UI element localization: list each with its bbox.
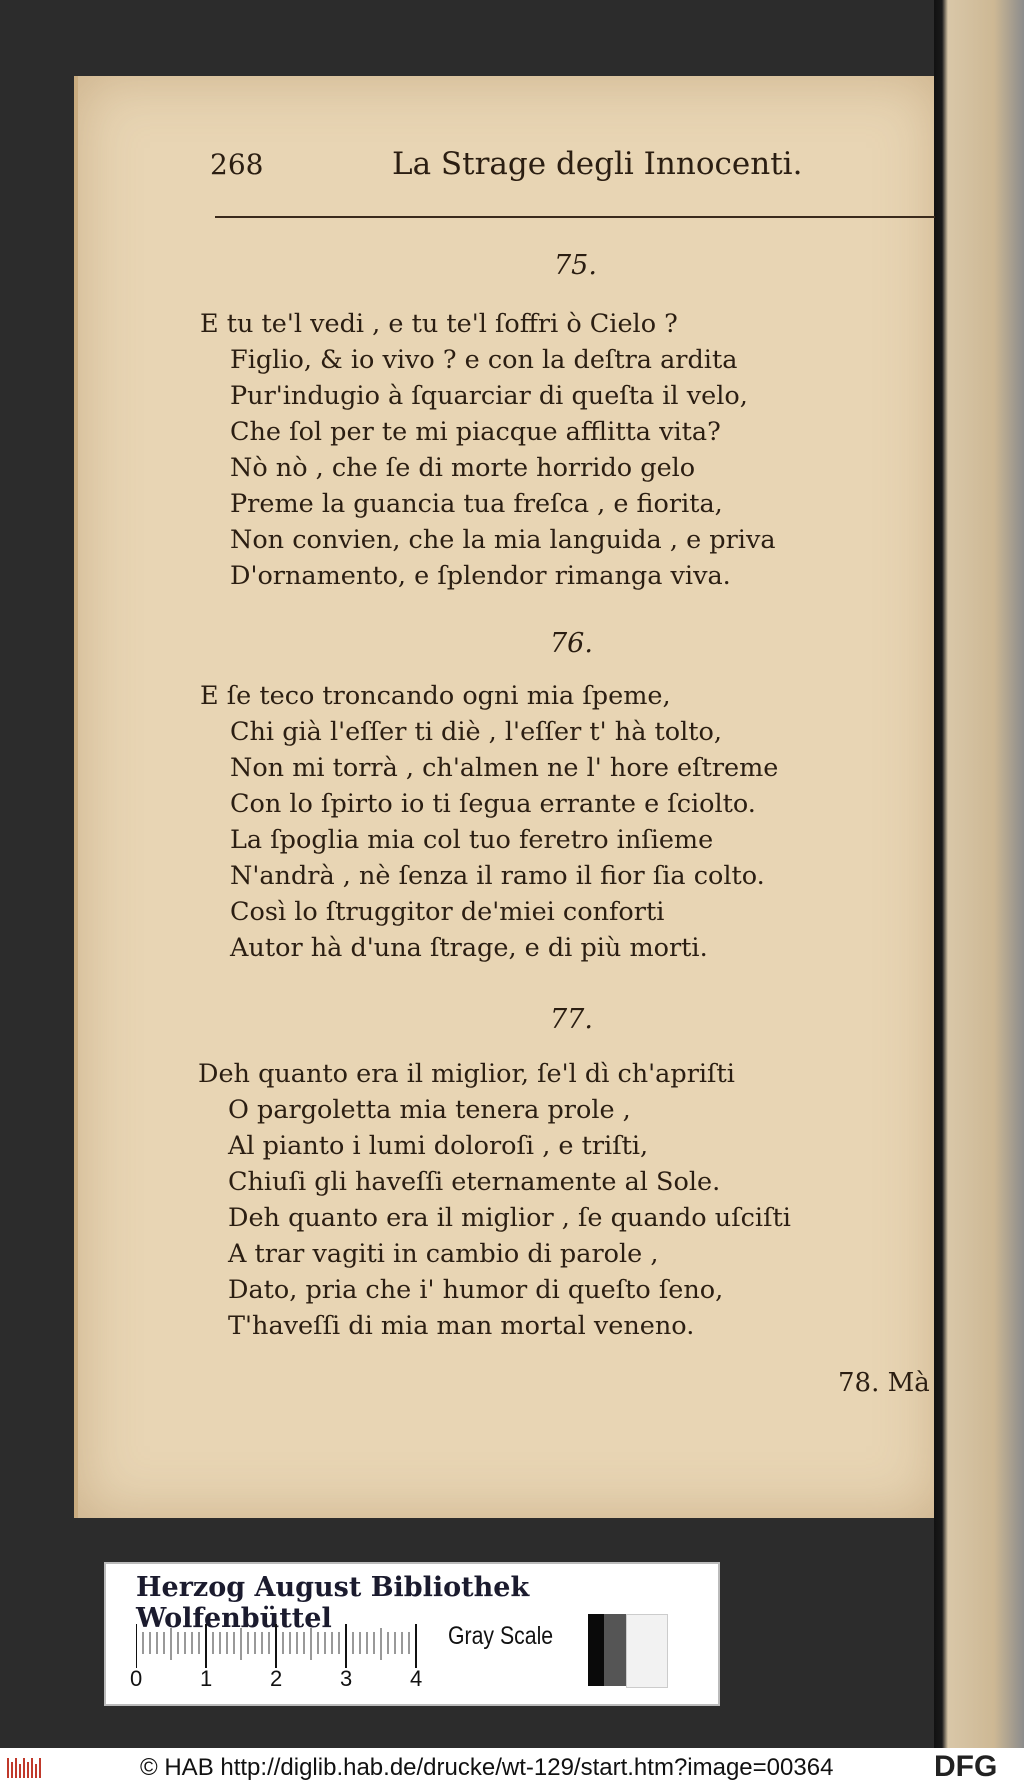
ruler-label: 3 <box>340 1666 353 1691</box>
verse-line: T'haveſſi di mia man mortal veneno. <box>228 1311 695 1341</box>
stanza-75 <box>200 306 840 594</box>
source-link[interactable]: © HAB http://diglib.hab.de/drucke/wt-129/start.htm?image=00364 <box>140 1754 834 1781</box>
catchword: 78. Mà <box>838 1368 930 1398</box>
verse-line: Deh quanto era il miglior, ſe'l dì ch'apriſti <box>198 1059 735 1089</box>
grayscale-label: Gray Scale <box>448 1622 554 1650</box>
header-rule <box>215 216 935 218</box>
ruler-label: 4 <box>410 1666 423 1691</box>
stanza-number: 76. <box>550 628 593 659</box>
stanza-77 <box>198 1056 838 1344</box>
stanza-76 <box>200 678 840 966</box>
hab-logo-icon <box>6 1756 42 1780</box>
black-swatch <box>588 1614 604 1686</box>
ruler-scale <box>136 1624 426 1668</box>
verse-line: D'ornamento, e ſplendor rimanga viva. <box>230 561 731 591</box>
library-name: Herzog August Bibliothek Wolfenbüttel <box>136 1572 530 1634</box>
verse-line: Nò nò , che ſe di morte horrido gelo <box>230 453 696 483</box>
stanza-number: 75. <box>554 250 597 281</box>
running-title: La Strage degli Innocenti. <box>392 146 803 182</box>
verse-line: Pur'indugio à ſquarciar di queſta il velo, <box>230 381 748 411</box>
verse-line: Non convien, che la mia languida , e priva <box>230 525 776 555</box>
page-number: 268 <box>210 148 264 181</box>
verse-line: Non mi torrà , ch'almen ne l' hore eſtreme <box>230 753 779 783</box>
footer-bar <box>0 1748 1024 1788</box>
verse-line: Dato, pria che i' humor di queſto ſeno, <box>228 1275 724 1305</box>
gray-swatch <box>604 1614 626 1686</box>
verse-line: E ſe teco troncando ogni mia ſpeme, <box>200 681 671 711</box>
ruler-label: 2 <box>270 1666 283 1691</box>
ruler-label: 1 <box>200 1666 213 1691</box>
verse-line: Così lo ſtruggitor de'miei conforti <box>230 897 665 927</box>
verse-line: La ſpoglia mia col tuo feretro inſieme <box>230 825 714 855</box>
color-calibration-bar <box>104 1562 720 1706</box>
verse-line: A trar vagiti in cambio di parole , <box>228 1239 659 1269</box>
verse-line: Chi già l'eſſer ti diè , l'eſſer t' hà tolto, <box>230 717 722 747</box>
verse-line: Deh quanto era il miglior , ſe quando uſciſti <box>228 1203 791 1233</box>
white-swatch <box>626 1614 668 1688</box>
verse-line: Preme la guancia tua freſca , e fiorita, <box>230 489 723 519</box>
verse-line: Al pianto i lumi doloroſi , e triſti, <box>228 1131 649 1161</box>
verse-line: Chiuſi gli haveſſi eternamente al Sole. <box>228 1167 721 1197</box>
verse-line: Che ſol per te mi piacque afflitta vita? <box>230 417 721 447</box>
dfg-logo: DFG <box>934 1750 998 1783</box>
verse-line: Autor hà d'una ſtrage, e di più morti. <box>230 933 708 963</box>
verse-line: O pargoletta mia tenera prole , <box>228 1095 631 1125</box>
ruler-label: 0 <box>130 1666 143 1691</box>
adjacent-page-edge <box>934 0 1024 1788</box>
verse-line: Con lo ſpirto io ti ſegua errante e ſciolto. <box>230 789 756 819</box>
verse-line: N'andrà , nè ſenza il ramo il fior ſia colto. <box>230 861 765 891</box>
stanza-number: 77. <box>550 1004 593 1035</box>
verse-line: Figlio, & io vivo ? e con la deſtra ardita <box>230 345 738 375</box>
verse-line: E tu te'l vedi , e tu te'l ſoffri ò Cielo ? <box>200 309 678 339</box>
